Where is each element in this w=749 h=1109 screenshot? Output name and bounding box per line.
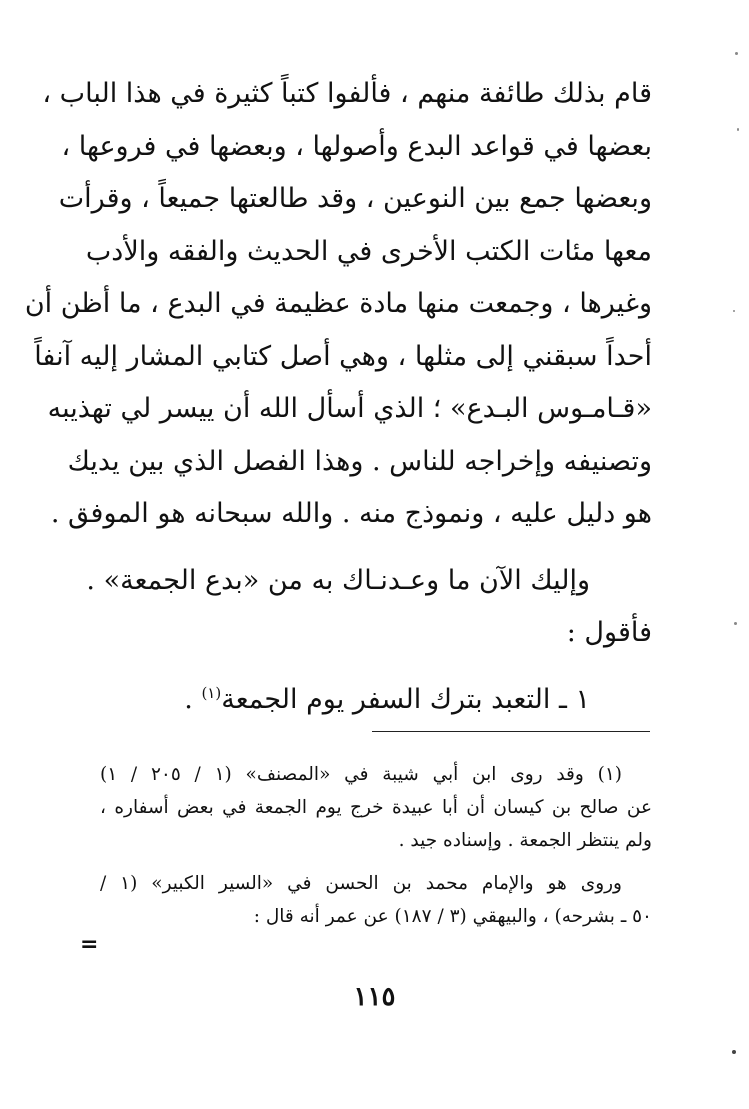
footnotes — [100, 758, 652, 933]
footnote-1-line-1: (١) وقد روى ابن أبي شيبة في «المصنف» (١ / ٢٠٥ / ١) — [100, 764, 622, 785]
body-line-2: بعضها في قواعد البدع وأصولها ، وبعضها في فروعها ، — [61, 130, 652, 162]
scan-speck — [737, 128, 739, 131]
item-heading-end: . — [184, 683, 202, 715]
footnote-2-line-2: ٥٠ ـ بشرحه) ، والبيهقي (٣ / ١٨٧) عن عمر أنه قال : — [253, 906, 652, 927]
footnote-1-line-2: عن صالح بن كيسان أن أبا عبيدة خرج يوم الجمعة في بعض أسفاره ، — [100, 797, 652, 818]
body-line-7: «قـامـوس البـدع» ؛ الذي أسأل الله أن ييسر لي تهذيبه — [47, 393, 652, 424]
item-heading-text: ١ ـ التعبد بترك السفر يوم الجمعة — [221, 683, 590, 715]
scan-speck — [733, 310, 735, 312]
scan-speck — [732, 1050, 736, 1054]
footnote-separator — [372, 731, 650, 732]
page-number: ١١٥ — [353, 982, 396, 1012]
scan-speck — [735, 52, 738, 55]
body-line-4: معها مئات الكتب الأخرى في الحديث والفقه والأدب — [85, 235, 652, 267]
body-line-9: هو دليل عليه ، ونموذج منه . والله سبحانه هو الموفق . — [50, 498, 652, 529]
footnote-reference[interactable]: (١) — [201, 683, 222, 702]
continuation-mark: = — [80, 932, 99, 957]
body-line-5: وغيرها ، وجمعت منها مادة عظيمة في البدع ، ما أظن أن — [24, 288, 652, 319]
body-line-3: وبعضها جمع بين النوعين ، وقد طالعتها جميعاً ، وقرأت — [58, 183, 652, 214]
lead-line: فأقول : — [566, 617, 652, 648]
intro-line: وإليك الآن ما وعـدنـاك به من «بدع الجمعة» . — [86, 564, 590, 596]
body-line-1: قام بذلك طائفة منهم ، فألفوا كتباً كثيرة في هذا الباب ، — [42, 78, 652, 109]
main-text — [24, 68, 652, 726]
footnote-1-line-3: ولم ينتظر الجمعة . وإسناده جيد . — [398, 830, 652, 851]
footnote-gap — [100, 857, 652, 867]
scan-speck — [734, 622, 737, 625]
body-line-6: أحداً سبقني إلى مثلها ، وهي أصل كتابي المشار إليه آنفاً — [34, 340, 652, 372]
footnote-2-line-1: وروى هو والإمام محمد بن الحسن في «السير الكبير» (١ / — [100, 873, 622, 894]
item-heading — [100, 674, 652, 727]
body-line-8: وتصنيفه وإخراجه للناس . وهذا الفصل الذي بين يديك — [67, 445, 652, 477]
